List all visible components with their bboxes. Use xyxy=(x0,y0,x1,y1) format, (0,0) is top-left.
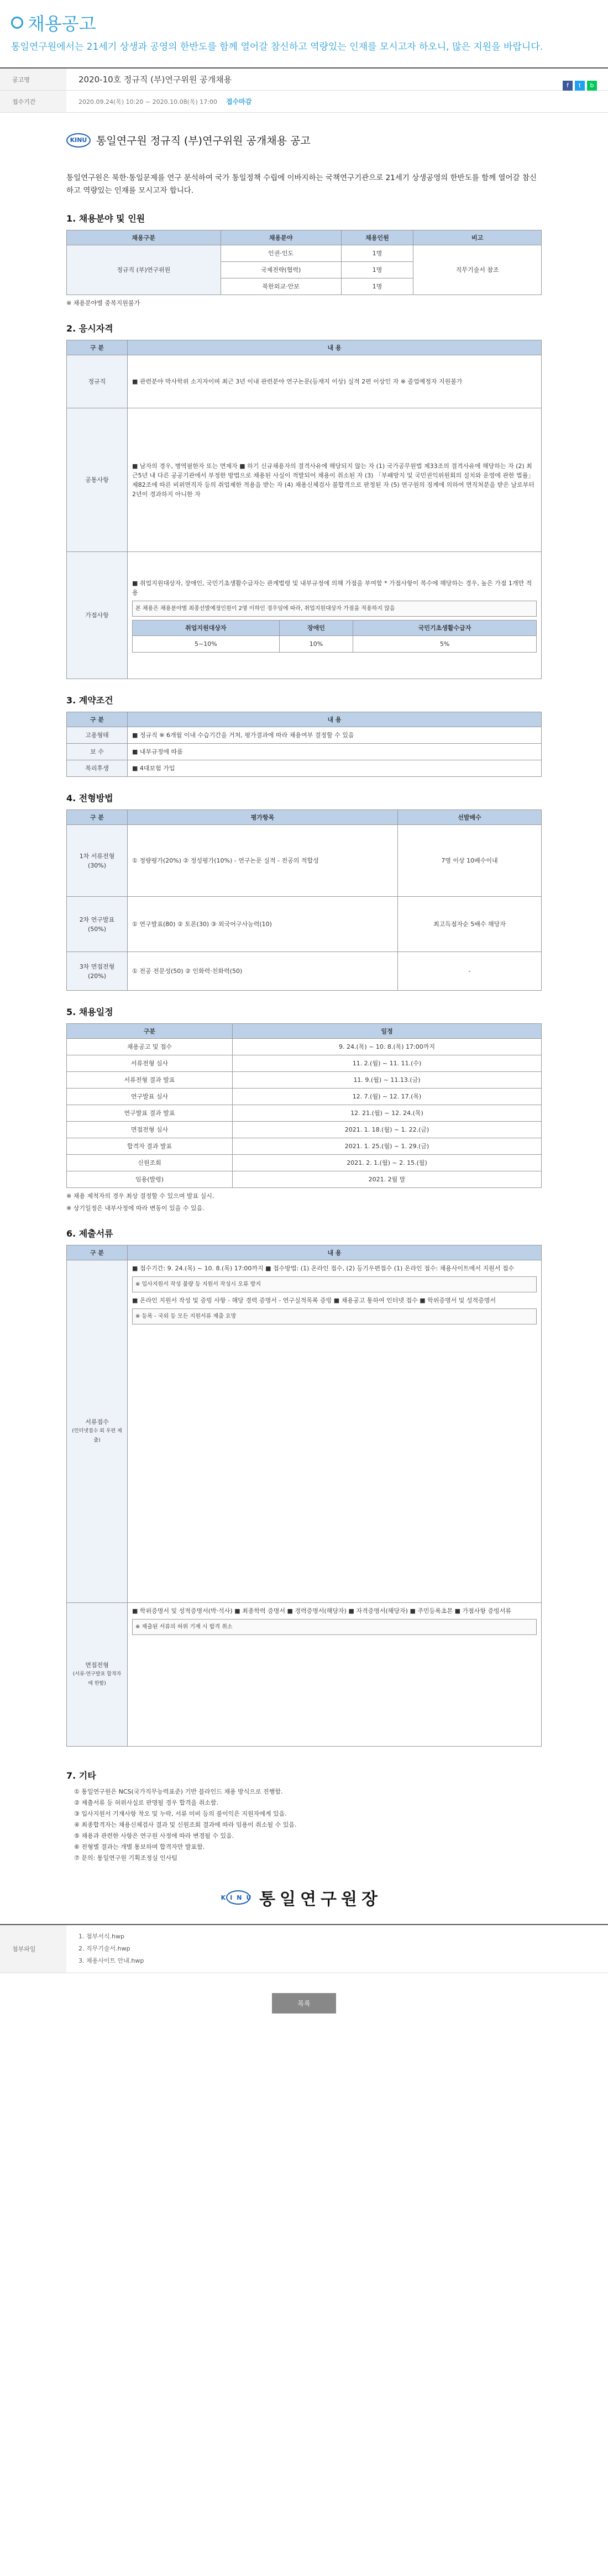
row-label: 채용공고 및 접수 xyxy=(67,1039,233,1055)
row-label: 보 수 xyxy=(67,744,128,760)
documents-table xyxy=(66,1245,542,1747)
table-row xyxy=(67,408,542,552)
table-row xyxy=(67,1171,542,1188)
th: 구 분 xyxy=(67,810,128,825)
row-content: 2021. 2. 1.(월) ~ 2. 15.(월) xyxy=(233,1155,542,1171)
row-label: 가점사항 xyxy=(67,552,128,679)
schedule-note-2: ※ 상기일정은 내부사정에 따라 변동이 있을 수 있음. xyxy=(66,1205,205,1212)
submit-box-2: ※ 등록 - 국외 등 모든 지원서류 제출 요망 xyxy=(132,1308,537,1324)
td: 5~10% xyxy=(133,635,280,652)
row-label: 서류전형 결과 발표 xyxy=(67,1072,233,1089)
table-row xyxy=(67,1072,542,1089)
td: 5% xyxy=(353,635,537,652)
row-label: 연구발표 결과 발표 xyxy=(67,1105,233,1122)
section-1-note: ※ 채용분야별 중복지원불가 xyxy=(66,299,140,307)
row-content: ■ 남자의 경우, 병역필한자 또는 면제자 ■ 하기 신규채용자의 결격사유에 해당되지 않는 자 (1) 국가공무원법 제33조의 결격사유에 해당하는 자 (2) 최근5년 내 다른 공공기관에서 부정한 방법으로 채용된 사실이 적발되어 채용이 취소된 자 (3) 「부패방지 및 국민권익위원회의 설치와 운영에 관한 법률」 제82조에 따른 비위면직자 등의 취업제한 적용을 받는 자 (4) 채용신체검사 불합격으로 판정된 자 (5) 연구원의 징계에 의하여 면직처분을 받은 날로부터 2년이 경과하지 아니한 자 xyxy=(128,408,542,552)
row-multiple: 7명 이상 10배수이내 xyxy=(398,825,542,897)
list-item: ④ 최종합격자는 채용신체검사 결과 및 신원조회 결과에 따라 임용이 취소될 수 있음. xyxy=(74,1821,297,1828)
kinu-logo-icon: KINU xyxy=(226,1890,250,1905)
attachment-link[interactable]: 3. 채용사이트 안내.hwp xyxy=(78,1957,144,1964)
kinu-logo-icon: KINU xyxy=(66,133,91,148)
attachments-label: 첨부파일 xyxy=(0,1925,66,1973)
bonus-box: 본 채용은 채용분야별 최종선발예정인원이 2명 이하인 경우임에 따라, 취업지원대상자 가점을 적용하지 않음 xyxy=(132,601,537,617)
document-heading xyxy=(66,133,542,148)
row-label: 임용(발령) xyxy=(67,1171,233,1188)
field-cell: 인권·인도 xyxy=(221,245,341,262)
table-row xyxy=(67,952,542,991)
row-content: ■ 내부규정에 따름 xyxy=(128,744,542,760)
row-label: 고용형태 xyxy=(67,727,128,744)
table-row xyxy=(67,1039,542,1055)
remark-cell: 직무기술서 참조 xyxy=(413,245,542,295)
list-item: ⑤ 채용과 관련한 사항은 연구원 사정에 따라 변경될 수 있음. xyxy=(74,1832,234,1839)
row-label: 서류전형 심사 xyxy=(67,1055,233,1072)
row-content: 11. 9.(월) ~ 11.13.(금) xyxy=(233,1072,542,1089)
th: 채용구분 xyxy=(67,230,221,245)
closing-text: 통일연구원장 xyxy=(259,1890,382,1909)
table-row xyxy=(67,355,542,408)
page-header xyxy=(0,0,608,60)
bonus-table xyxy=(132,620,537,653)
field-cell: 북한외교·안보 xyxy=(221,278,341,295)
count-cell: 1명 xyxy=(341,245,413,262)
list-item: ③ 입사지원서 기재사항 착오 및 누락, 서류 미비 등의 불이익은 지원자에게 있음. xyxy=(74,1810,287,1817)
th: 내 용 xyxy=(128,1245,542,1260)
meta-period-label: 접수기간 xyxy=(0,91,66,112)
label-main: 서류접수 xyxy=(85,1418,109,1426)
facebook-icon[interactable]: f xyxy=(563,81,573,91)
section-4-title: 4. 전형방법 xyxy=(66,793,113,803)
attachments xyxy=(0,1924,608,1973)
row-content: 11. 2.(월) ~ 11. 11.(수) xyxy=(233,1055,542,1072)
th: 취업지원대상자 xyxy=(133,620,280,635)
list-item: ② 제출서류 등 허위사실로 판명될 경우 합격을 취소함. xyxy=(74,1799,218,1806)
count-cell: 1명 xyxy=(341,278,413,295)
row-label: 정규직 xyxy=(67,355,128,408)
row-content: ① 정량평가(20%) ② 정성평가(10%) - 연구논문 실적 - 전공의 적합성 xyxy=(128,825,398,897)
row-content: 12. 21.(월) ~ 12. 24.(목) xyxy=(233,1105,542,1122)
th: 국민기초생활수급자 xyxy=(353,620,537,635)
meta-title-label: 공고명 xyxy=(0,69,66,90)
th: 선발배수 xyxy=(398,810,542,825)
row-label: 신원조회 xyxy=(67,1155,233,1171)
row-content xyxy=(128,1603,542,1747)
th: 채용인원 xyxy=(341,230,413,245)
section-1-title: 1. 채용분야 및 인원 xyxy=(66,213,145,224)
label-main: 면접전형 xyxy=(85,1662,109,1669)
count-cell: 1명 xyxy=(341,262,413,278)
twitter-icon[interactable]: t xyxy=(575,81,585,91)
th: 장애인 xyxy=(279,620,353,635)
row-label xyxy=(67,1603,128,1747)
section-3-title: 3. 계약조건 xyxy=(66,695,113,706)
table-row xyxy=(67,1138,542,1155)
bonus-text: ■ 취업지원대상자, 장애인, 국민기초생활수급자는 관계법령 및 내부규정에 의해 가점을 부여함 * 가점사항이 복수에 해당하는 경우, 높은 가점 1개만 적용 xyxy=(132,579,532,596)
table-row xyxy=(67,1260,542,1603)
button-area xyxy=(0,1993,608,2014)
table-row xyxy=(67,1055,542,1072)
table-row xyxy=(67,1105,542,1122)
attachment-link[interactable]: 2. 직무기술서.hwp xyxy=(78,1945,130,1952)
attachments-list xyxy=(66,1925,156,1973)
title-text: 채용공고 xyxy=(28,13,96,34)
row-content: 2021. 2월 말 xyxy=(233,1171,542,1188)
table-row xyxy=(67,1089,542,1105)
misc-list xyxy=(66,1787,542,1863)
list-button[interactable]: 목록 xyxy=(272,1993,336,2014)
table-row xyxy=(67,1603,542,1747)
group-cell: 정규직 (부)연구위원 xyxy=(67,245,221,295)
submit-box: ※ 입사지원서 작성 불량 등 지원서 작성시 오류 방지 xyxy=(132,1276,537,1292)
table-row xyxy=(67,760,542,777)
row-content: 2021. 1. 18.(월) ~ 1. 22.(금) xyxy=(233,1122,542,1138)
row-label: 2차 연구발표(50%) xyxy=(67,897,128,952)
status-badge: 접수마감 xyxy=(226,98,252,106)
section-2-title: 2. 응시자격 xyxy=(66,323,113,334)
page-description: 통일연구원에서는 21세기 상생과 공영의 한반도를 함께 열어갈 참신하고 역량있는 인재를 모시고자 하오니, 많은 지원을 바랍니다. xyxy=(11,41,543,52)
th: 평가항목 xyxy=(128,810,398,825)
list-item: ⑦ 문의: 통일연구원 기획조정실 인사팀 xyxy=(74,1854,177,1862)
row-label xyxy=(67,1260,128,1603)
row-label: 합격자 결과 발표 xyxy=(67,1138,233,1155)
row-label: 면접전형 심사 xyxy=(67,1122,233,1138)
section-5-title: 5. 채용일정 xyxy=(66,1007,113,1017)
intro-text: 통일연구원은 북한·통일문제를 연구 분석하여 국가 통일정책 수립에 이바지하는 국책연구기관으로 21세기 상생공영의 한반도를 함께 열어갈 참신하고 역량있는 인재를 모시고자 합니다. xyxy=(66,174,537,195)
document-title: 통일연구원 정규직 (부)연구위원 공개채용 공고 xyxy=(96,135,311,147)
field-cell: 국제전략(협력) xyxy=(221,262,341,278)
th: 비고 xyxy=(413,230,542,245)
th: 일정 xyxy=(233,1024,542,1039)
table-row xyxy=(67,1155,542,1171)
row-multiple: 최고득점자순 5배수 해당자 xyxy=(398,897,542,952)
row-content: 9. 24.(목) ~ 10. 8.(목) 17:00까지 xyxy=(233,1039,542,1055)
th: 내 용 xyxy=(128,712,542,727)
selection-table xyxy=(66,809,542,991)
title-bullet-icon xyxy=(11,17,23,29)
meta-period-row xyxy=(0,91,608,113)
contract-table xyxy=(66,712,542,777)
th: 내 용 xyxy=(128,340,542,355)
row-content: ■ 정규직 ※ 6개월 이내 수습기간을 거쳐, 평가결과에 따라 채용여부 결정할 수 있음 xyxy=(128,727,542,744)
section-6-title: 6. 제출서류 xyxy=(66,1228,113,1239)
notice-meta xyxy=(0,67,608,113)
interview-docs-text: ■ 학위증명서 및 성적증명서(박·석사) ■ 최종학력 증명서 ■ 경력증명서(해당자) ■ 자격증명서(해당자) ■ 주민등록초본 ■ 가점사항 증빙서류 xyxy=(132,1607,511,1615)
recruit-table xyxy=(66,230,542,295)
list-item: ⑥ 전형별 결과는 개별 통보하며 합격자만 발표함. xyxy=(74,1843,205,1850)
th: 채용분야 xyxy=(221,230,341,245)
submit-text: ■ 접수기간: 9. 24.(목) ~ 10. 8.(목) 17:00까지 ■ 접수방법: (1) 온라인 접수, (2) 등기우편접수 (1) 온라인 접수: 채용사이트에서 지원서 접수 xyxy=(132,1265,515,1272)
row-label: 공통사항 xyxy=(67,408,128,552)
row-content xyxy=(128,552,542,679)
th: 구 분 xyxy=(67,340,128,355)
schedule-note-1: ※ 채용 제척자의 경우 최상 결정할 수 있으며 발표 실시. xyxy=(66,1192,214,1200)
attachment-link[interactable]: 1. 첨부서식.hwp xyxy=(78,1933,124,1940)
closing-signature xyxy=(66,1885,542,1910)
row-label: 연구발표 심사 xyxy=(67,1089,233,1105)
list-item: ① 통일연구원은 NCS(국가직무능력표준) 기반 블라인드 채용 방식으로 진행함. xyxy=(74,1788,283,1795)
page-title xyxy=(11,10,597,35)
label-sub: (서류·연구발표 합격자에 한함) xyxy=(72,1671,122,1686)
th: 구 분 xyxy=(67,1245,128,1260)
submit-more: ■ 온라인 지원서 작성 및 증빙 사항 - 해당 경력 증명서 - 연구실적목록 증빙 ■ 채용공고 통하여 인터넷 접수 ■ 학위증명서 및 성적증명서 xyxy=(132,1297,496,1304)
blog-icon[interactable]: b xyxy=(587,81,597,91)
table-row xyxy=(67,727,542,744)
period-text: 2020.09.24(목) 10:20 ~ 2020.10.08(목) 17:00 xyxy=(78,98,217,106)
th: 구분 xyxy=(67,1024,233,1039)
section-7-title: 7. 기타 xyxy=(66,1770,96,1781)
interview-docs-box: ※ 제출된 서류의 허위 기재 시 합격 취소 xyxy=(132,1619,537,1635)
meta-period-value xyxy=(66,97,608,106)
td: 10% xyxy=(279,635,353,652)
qualification-table xyxy=(66,340,542,679)
label-sub: (인터넷접수 외 우편 제출) xyxy=(72,1428,122,1443)
schedule-table xyxy=(66,1023,542,1188)
row-label: 복리후생 xyxy=(67,760,128,777)
share-buttons xyxy=(563,81,597,91)
row-label: 1차 서류전형(30%) xyxy=(67,825,128,897)
row-content: ■ 관련분야 박사학위 소지자이며 최근 3년 이내 관련분야 연구논문(등재지 이상) 실적 2편 이상인 자 ※ 졸업예정자 지원불가 xyxy=(128,355,542,408)
table-row xyxy=(67,897,542,952)
row-content: 12. 7.(월) ~ 12. 17.(목) xyxy=(233,1089,542,1105)
table-row xyxy=(67,825,542,897)
table-row xyxy=(67,245,542,262)
row-content xyxy=(128,1260,542,1603)
row-content: ① 연구발표(80) ② 토론(30) ③ 외국어구사능력(10) xyxy=(128,897,398,952)
notice-document xyxy=(66,133,542,1910)
row-content: 2021. 1. 25.(월) ~ 1. 29.(금) xyxy=(233,1138,542,1155)
meta-title-row xyxy=(0,69,608,91)
th: 구 분 xyxy=(67,712,128,727)
table-row xyxy=(67,744,542,760)
meta-title-value: 2020-10호 정규직 (부)연구위원 공개채용 xyxy=(78,75,232,85)
table-row xyxy=(67,552,542,679)
row-content: ■ 4대보험 가입 xyxy=(128,760,542,777)
row-content: ① 전공 전문성(50) ② 인화력·친화력(50) xyxy=(128,952,398,991)
row-label: 3차 면접전형(20%) xyxy=(67,952,128,991)
table-row xyxy=(67,1122,542,1138)
row-multiple: - xyxy=(398,952,542,991)
